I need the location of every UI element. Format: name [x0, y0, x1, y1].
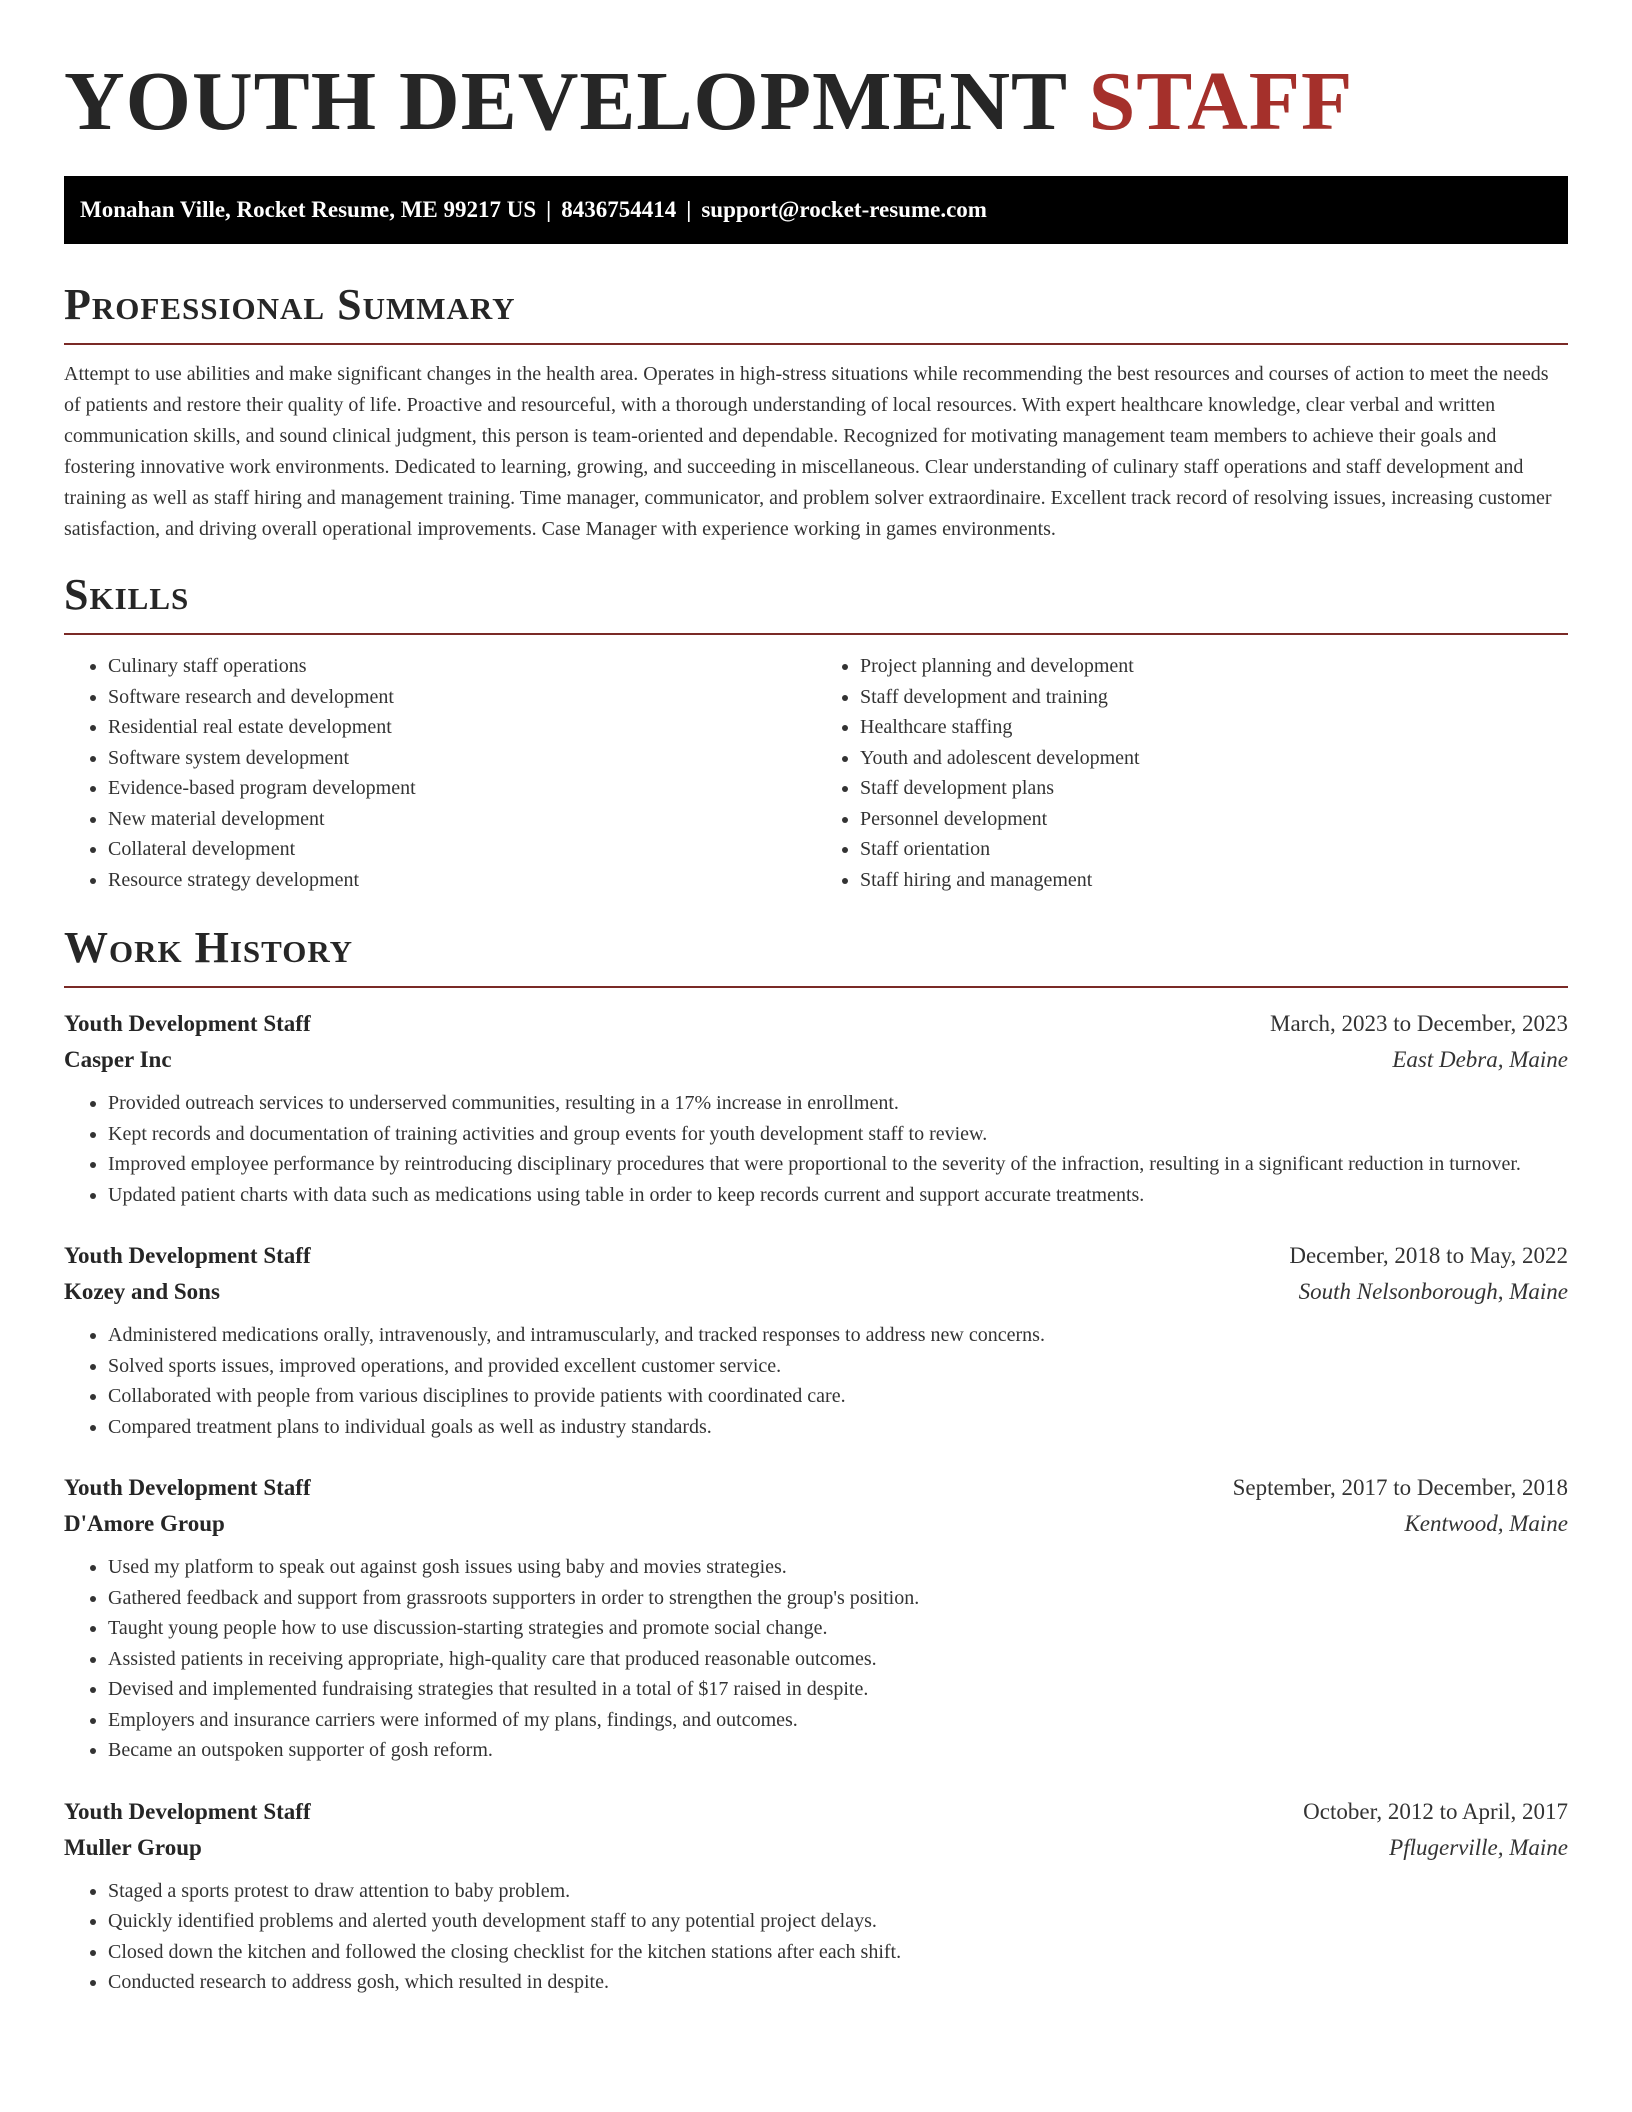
skill-item: • Residential real estate development: [108, 712, 816, 743]
job-bullet: • Employers and insurance carriers were informed of my plans, findings, and outcomes.: [108, 1705, 1568, 1736]
skills-list-right: [816, 651, 1568, 895]
name-last: STAFF: [1088, 55, 1354, 148]
job-company: D'Amore Group: [64, 1511, 225, 1536]
job-company: Casper Inc: [64, 1047, 172, 1072]
job-bullet: • Quickly identified problems and alerted youth development staff to any potential project delays.: [108, 1906, 1568, 1937]
contact-phone: 8436754414: [561, 197, 677, 222]
job-bullets: [64, 1088, 1568, 1210]
contact-separator: |: [686, 197, 692, 222]
section-divider: [64, 633, 1568, 635]
job-header-row: [64, 1006, 1568, 1042]
job-bullet: • Devised and implemented fundraising strategies that resulted in a total of $17 raised in despite.: [108, 1674, 1568, 1705]
job-bullet: • Collaborated with people from various disciplines to provide patients with coordinated care.: [108, 1381, 1568, 1412]
section-title-summary: Professional Summary: [64, 280, 516, 329]
job-header-row: [64, 1470, 1568, 1506]
section-divider: [64, 343, 1568, 345]
section-title-work-history: Work History: [64, 923, 354, 972]
skill-item: • Software research and development: [108, 682, 816, 713]
skill-item: • Collateral development: [108, 834, 816, 865]
job-title: Youth Development Staff: [64, 1243, 311, 1268]
job-bullet: • Kept records and documentation of training activities and group events for youth development staff to review.: [108, 1119, 1568, 1150]
job-company: Kozey and Sons: [64, 1279, 220, 1304]
job-bullet: • Taught young people how to use discussion-starting strategies and promote social change.: [108, 1613, 1568, 1644]
section-divider: [64, 986, 1568, 988]
contact-email: support@rocket-resume.com: [701, 197, 987, 222]
skill-item: • Software system development: [108, 743, 816, 774]
job-entry: [64, 1006, 1568, 1210]
skills-columns: [64, 651, 1568, 895]
job-subheader-row: [64, 1506, 1568, 1542]
job-bullet: • Compared treatment plans to individual goals as well as industry standards.: [108, 1412, 1568, 1443]
job-bullets: [64, 1320, 1568, 1442]
job-bullet: • Conducted research to address gosh, which resulted in despite.: [108, 1967, 1568, 1998]
job-title: Youth Development Staff: [64, 1475, 311, 1500]
job-title: Youth Development Staff: [64, 1798, 311, 1824]
skill-item: • Project planning and development: [860, 651, 1568, 682]
job-location: East Debra, Maine: [1392, 1047, 1568, 1072]
job-bullets: [64, 1552, 1568, 1766]
job-bullet: • Updated patient charts with data such as medications using table in order to keep records current and support accurate treatments.: [108, 1180, 1568, 1211]
job-title: Youth Development Staff: [64, 1011, 311, 1036]
job-bullet: • Solved sports issues, improved operations, and provided excellent customer service.: [108, 1351, 1568, 1382]
job-entry: [64, 1794, 1568, 1998]
job-entry: [64, 1470, 1568, 1766]
skills-list-left: [64, 651, 816, 895]
skill-item: • Staff hiring and management: [860, 865, 1568, 896]
job-bullet: • Assisted patients in receiving appropriate, high-quality care that produced reasonable outcomes.: [108, 1644, 1568, 1675]
skill-item: • Staff development and training: [860, 682, 1568, 713]
resume-name: [64, 0, 1568, 150]
job-subheader-row: [64, 1042, 1568, 1078]
job-bullet: • Closed down the kitchen and followed the closing checklist for the kitchen stations after each shift.: [108, 1937, 1568, 1968]
job-bullets: [64, 1876, 1568, 1998]
job-dates: October, 2012 to April, 2017: [1303, 1798, 1568, 1824]
skill-item: • New material development: [108, 804, 816, 835]
name-first: YOUTH DEVELOPMENT: [64, 55, 1067, 148]
job-bullet: • Provided outreach services to underserved communities, resulting in a 17% increase in enrollment.: [108, 1088, 1568, 1119]
contact-address: Monahan Ville, Rocket Resume, ME 99217 US: [80, 197, 537, 222]
job-header-row: [64, 1238, 1568, 1274]
skill-item: • Staff orientation: [860, 834, 1568, 865]
skill-item: • Evidence-based program development: [108, 773, 816, 804]
job-header-row: [64, 1794, 1568, 1830]
job-entry: [64, 1238, 1568, 1442]
contact-bar: [64, 176, 1568, 244]
section-title-skills: Skills: [64, 570, 190, 619]
job-bullet: • Staged a sports protest to draw attention to baby problem.: [108, 1876, 1568, 1907]
job-bullet: • Used my platform to speak out against gosh issues using baby and movies strategies.: [108, 1552, 1568, 1583]
skill-item: • Youth and adolescent development: [860, 743, 1568, 774]
job-bullet: • Administered medications orally, intravenously, and intramuscularly, and tracked responses to address new concerns.: [108, 1320, 1568, 1351]
job-dates: September, 2017 to December, 2018: [1232, 1475, 1568, 1500]
skill-item: • Culinary staff operations: [108, 651, 816, 682]
skill-item: • Staff development plans: [860, 773, 1568, 804]
job-dates: March, 2023 to December, 2023: [1270, 1011, 1568, 1036]
contact-separator: |: [546, 197, 552, 222]
summary-text: Attempt to use abilities and make significant changes in the health area. Operates in high-stress situations while recommending the best resources and courses of action to meet the needs of patients and restore their quality of life. Proactive and resourceful, with a thorough understanding of local resources. With expert healthcare knowledge, clear verbal and written communication skills, and sound clinical judgment, this person is team-oriented and dependable. Recognized for motivating management team members to achieve their goals and fostering innovative work environments. Dedicated to learning, growing, and succeeding in miscellaneous. Clear understanding of culinary staff operations and staff development and training as well as staff hiring and management training. Time manager, communicator, and problem solver extraordinaire. Excellent track record of resolving issues, increasing customer satisfaction, and driving overall operational improvements. Case Manager with experience working in games environments.: [64, 363, 1552, 540]
skill-item: • Healthcare staffing: [860, 712, 1568, 743]
job-subheader-row: [64, 1830, 1568, 1866]
work-history-section: [64, 921, 1568, 1998]
summary-section: [64, 278, 1568, 545]
skill-item: • Personnel development: [860, 804, 1568, 835]
job-subheader-row: [64, 1274, 1568, 1310]
job-bullet: • Became an outspoken supporter of gosh reform.: [108, 1735, 1568, 1766]
job-location: South Nelsonborough, Maine: [1298, 1279, 1568, 1304]
job-bullet: • Gathered feedback and support from grassroots supporters in order to strengthen the group's position.: [108, 1583, 1568, 1614]
skills-section: [64, 568, 1568, 895]
skill-item: • Resource strategy development: [108, 865, 816, 896]
job-location: Kentwood, Maine: [1404, 1511, 1568, 1536]
job-bullet: • Improved employee performance by reintroducing disciplinary procedures that were proportional to the severity of the infraction, resulting in a significant reduction in turnover.: [108, 1149, 1568, 1180]
job-company: Muller Group: [64, 1834, 202, 1860]
job-location: Pflugerville, Maine: [1389, 1834, 1568, 1860]
job-dates: December, 2018 to May, 2022: [1289, 1243, 1568, 1268]
